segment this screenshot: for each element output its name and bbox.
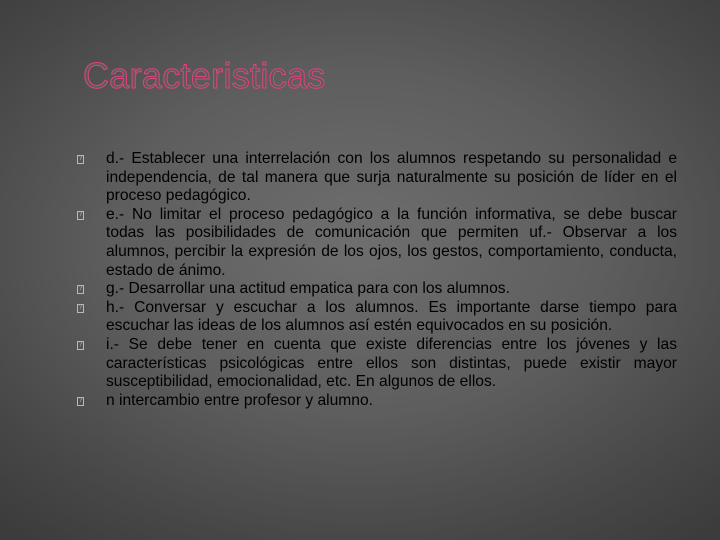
missing-glyph-box-icon: [77, 211, 84, 220]
bullet-item: [77, 150, 677, 206]
missing-glyph-box-icon: [77, 155, 84, 164]
bullet-item: [77, 392, 677, 411]
bullet-text: e.- No limitar el proceso pedagógico a la función informativa, se debe buscar todas las posibilidades de comunicación que permiten uf.- Observar a los alumnos, percibir la expresión de los ojos, los gestos, comportamiento, conducta, estado de ánimo.: [106, 205, 677, 279]
bullet-text: i.- Se debe tener en cuenta que existe diferencias entre los jóvenes y las características psicológicas entre ellos son distintas, puede existir mayor susceptibilidad, emocionalidad, etc. En algunos de ellos.: [106, 335, 677, 391]
bullet-text: n intercambio entre profesor y alumno.: [106, 391, 373, 409]
bullet-text: g.- Desarrollar una actitud empatica para con los alumnos.: [106, 280, 510, 298]
bullet-text: d.- Establecer una interrelación con los alumnos respetando su personalidad e independencia, de tal manera que surja naturalmente su posición de líder en el proceso pedagógico.: [106, 150, 677, 205]
bullet-item: [77, 299, 677, 336]
bullet-list: [77, 150, 677, 410]
slide-title: Caracteristicas: [83, 55, 326, 96]
bullet-item: [77, 206, 677, 280]
bullet-text: h.- Conversar y escuchar a los alumnos. Es importante darse tiempo para escuchar las ideas de los alumnos así estén equivocados en su posición.: [106, 298, 677, 335]
bullet-item: [77, 336, 677, 392]
bullet-item: [77, 280, 677, 299]
missing-glyph-box-icon: [77, 397, 84, 406]
missing-glyph-box-icon: [77, 304, 84, 313]
missing-glyph-box-icon: [77, 285, 84, 294]
missing-glyph-box-icon: [77, 341, 84, 350]
